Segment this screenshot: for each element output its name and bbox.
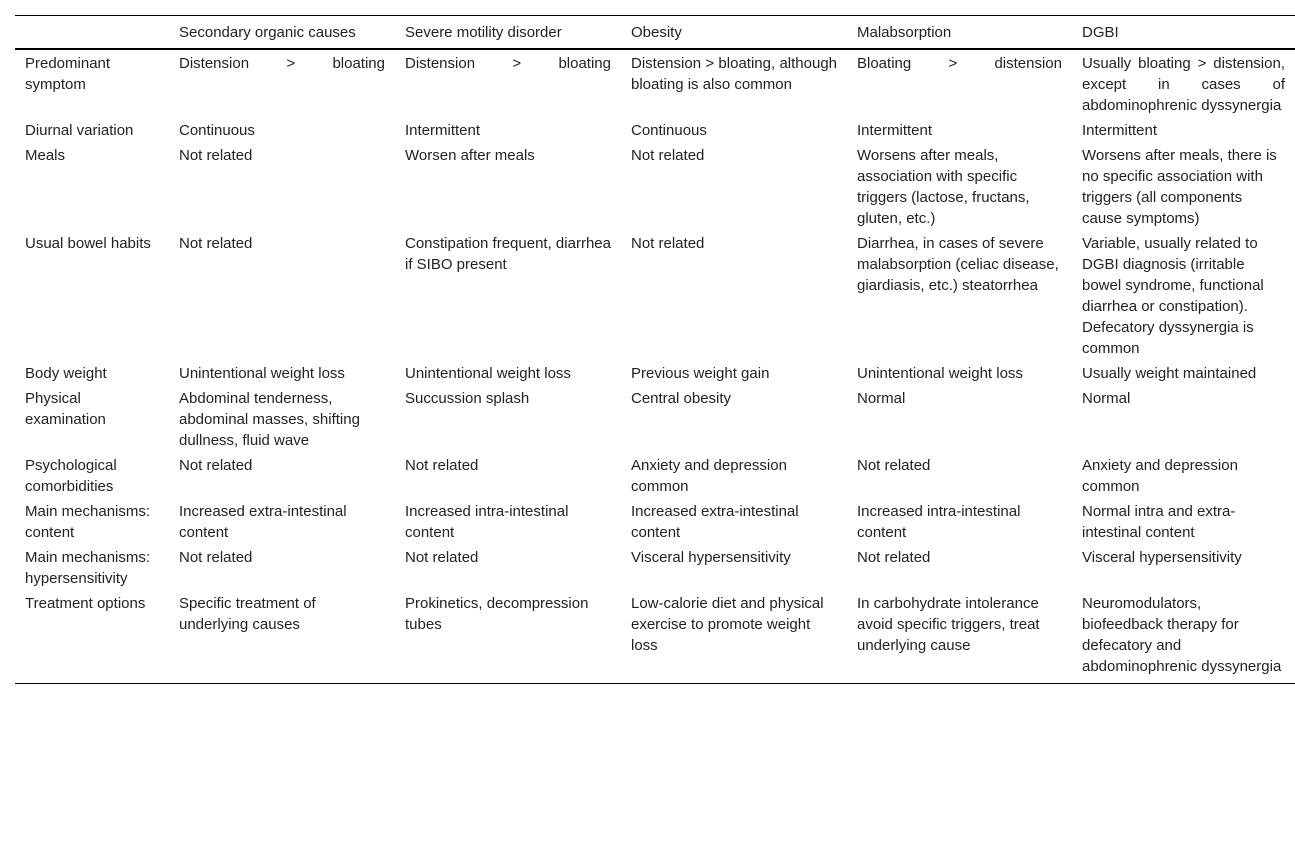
table-cell: Bloating > distension [857, 55, 1062, 72]
row-label-meals: Meals [25, 147, 66, 164]
table-cell: Intermittent [857, 122, 933, 139]
header-malabsorption: Malabsorption [857, 24, 952, 41]
table-cell: Distension > bloating [179, 55, 385, 72]
row-label-physical-examination: Physical examination [25, 390, 106, 428]
table-cell: Variable, usually related to DGBI diagnosis (irritable bowel syndrome, functional diarrhea or constipation). Defecatory dyssynergia is common [1082, 235, 1264, 357]
table-cell: Unintentional weight loss [857, 365, 1023, 382]
table-row [15, 361, 1295, 386]
table-row [15, 386, 1295, 453]
table-cell: Abdominal tenderness, abdominal masses, shifting dullness, fluid wave [179, 390, 360, 449]
row-label-main-mechanisms-content: Main mechanisms: content [25, 503, 151, 541]
table-cell: In carbohydrate intolerance avoid specific triggers, treat underlying cause [857, 595, 1040, 654]
table-body [15, 49, 1295, 684]
table-cell: Not related [631, 235, 705, 252]
table-header [15, 16, 1295, 50]
table-cell: Worsen after meals [405, 147, 535, 164]
table-cell: Increased extra-intestinal content [179, 503, 347, 541]
header-severe-motility-disorder: Severe motility disorder [405, 24, 562, 41]
table-cell: Succussion splash [405, 390, 530, 407]
table-cell: Unintentional weight loss [405, 365, 571, 382]
table-cell: Not related [179, 147, 253, 164]
table-cell: Not related [179, 549, 253, 566]
table-cell: Worsens after meals, association with specific triggers (lactose, fructans, gluten, etc.) [857, 147, 1030, 227]
table-cell: Central obesity [631, 390, 732, 407]
table-row [15, 591, 1295, 684]
table-cell: Specific treatment of underlying causes [179, 595, 316, 633]
table-cell: Low-calorie diet and physical exercise to promote weight loss [631, 595, 824, 654]
table-row [15, 545, 1295, 591]
table-row [15, 49, 1295, 118]
row-label-usual-bowel-habits: Usual bowel habits [25, 235, 151, 252]
table-cell: Anxiety and depression common [631, 457, 787, 495]
comparison-table [15, 15, 1295, 684]
table-cell: Increased intra-intestinal content [405, 503, 569, 541]
header-obesity: Obesity [631, 24, 682, 41]
header-row [15, 16, 1295, 50]
header-dgbi: DGBI [1082, 24, 1119, 41]
row-label-main-mechanisms-hypersensitivity: Main mechanisms: hypersensitivity [25, 549, 151, 587]
table-cell: Intermittent [1082, 122, 1158, 139]
table-cell: Constipation frequent, diarrhea if SIBO present [405, 235, 611, 273]
table-cell: Prokinetics, decompression tubes [405, 595, 589, 633]
table-cell: Continuous [631, 122, 707, 139]
table-cell: Normal intra and extra-intestinal content [1082, 503, 1236, 541]
table-cell: Previous weight gain [631, 365, 770, 382]
table-cell: Usually bloating > distension, except in cases of abdominophrenic dyssynergia [1082, 55, 1285, 114]
row-label-treatment-options: Treatment options [25, 595, 146, 612]
table-cell: Not related [857, 457, 931, 474]
table-cell: Distension > bloating, although bloating is also common [631, 55, 837, 93]
table-cell: Visceral hypersensitivity [1082, 549, 1242, 566]
table-cell: Distension > bloating [405, 55, 611, 72]
table-cell: Increased intra-intestinal content [857, 503, 1021, 541]
comparison-table-container [15, 15, 1295, 684]
table-cell: Normal [857, 390, 906, 407]
table-cell: Not related [179, 457, 253, 474]
table-cell: Diarrhea, in cases of severe malabsorption (celiac disease, giardiasis, etc.) steatorrhea [857, 235, 1059, 294]
header-secondary-organic-causes: Secondary organic causes [179, 24, 356, 41]
table-row [15, 118, 1295, 143]
table-cell: Worsens after meals, there is no specific association with triggers (all components cause symptoms) [1082, 147, 1277, 227]
table-row [15, 231, 1295, 361]
table-cell: Usually weight maintained [1082, 365, 1257, 382]
table-cell: Not related [857, 549, 931, 566]
table-cell: Visceral hypersensitivity [631, 549, 791, 566]
table-cell: Neuromodulators, biofeedback therapy for defecatory and abdominophrenic dyssynergia [1082, 595, 1282, 675]
table-cell: Not related [179, 235, 253, 252]
table-row [15, 453, 1295, 499]
table-cell: Increased extra-intestinal content [631, 503, 799, 541]
row-label-diurnal-variation: Diurnal variation [25, 122, 134, 139]
row-label-psychological-comorbidities: Psychological comorbidities [25, 457, 117, 495]
row-label-predominant-symptom: Predominant symptom [25, 55, 111, 93]
table-cell: Intermittent [405, 122, 481, 139]
table-cell: Normal [1082, 390, 1131, 407]
table-cell: Not related [405, 549, 479, 566]
row-label-body-weight: Body weight [25, 365, 107, 382]
table-cell: Not related [631, 147, 705, 164]
table-cell: Unintentional weight loss [179, 365, 345, 382]
header-empty [15, 16, 169, 50]
table-cell: Anxiety and depression common [1082, 457, 1238, 495]
table-cell: Not related [405, 457, 479, 474]
table-cell: Continuous [179, 122, 255, 139]
table-row [15, 143, 1295, 231]
table-row [15, 499, 1295, 545]
